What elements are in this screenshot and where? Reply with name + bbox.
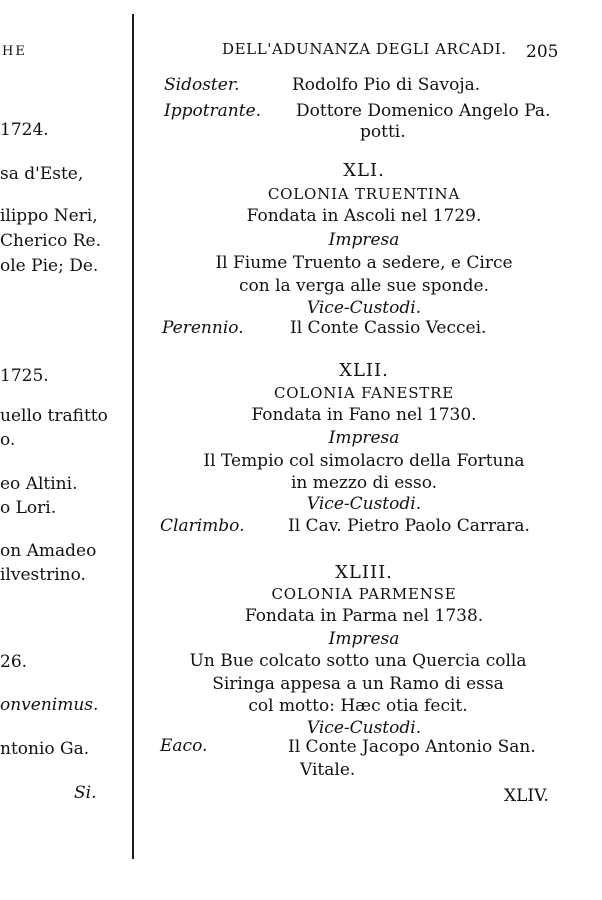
founding-line: Fondata in Fano nel 1730.	[251, 405, 477, 425]
impresa-label: Impresa	[328, 629, 400, 649]
impresa-line: Un Bue colcato sotto una Quercia colla	[189, 651, 527, 671]
vice-custodi-label: Vice-Custodi.	[306, 494, 422, 514]
left-line: on Amadeo	[0, 541, 97, 561]
section-number: XLI.	[343, 160, 385, 181]
founding-line: Fondata in Parma nel 1738.	[244, 606, 484, 626]
impresa-label: Impresa	[328, 230, 400, 250]
member-name: Ippotrante.	[164, 101, 262, 121]
left-line: eo Altini.	[0, 474, 78, 494]
impresa-line: con la verga alle sue sponde.	[238, 276, 490, 296]
impresa-line: Siringa appesa a un Ramo di essa	[212, 674, 504, 694]
left-line: onvenimus.	[0, 695, 99, 715]
left-running-head: HE	[2, 44, 27, 59]
colony-name: COLONIA TRUENTINA	[267, 185, 461, 203]
running-head: DELL'ADUNANZA DEGLI ARCADI.	[222, 40, 507, 58]
member-text: Rodolfo Pio di Savoja.	[292, 75, 481, 95]
impresa-line: col motto: Hæc otia fecit.	[248, 696, 468, 716]
custodian: Il Conte Cassio Veccei.	[290, 318, 487, 338]
custodian: Il Cav. Pietro Paolo Carrara.	[288, 516, 530, 536]
member-text: potti.	[360, 122, 406, 142]
left-catchword: Si.	[74, 783, 97, 803]
left-line: 1724.	[0, 120, 49, 140]
colony-name: COLONIA PARMENSE	[271, 585, 457, 603]
catchword: XLIV.	[504, 786, 549, 806]
section-number: XLII.	[339, 360, 389, 381]
custodian-name: Clarimbo.	[160, 516, 245, 536]
left-line: o.	[0, 430, 16, 450]
vice-custodi-label: Vice-Custodi.	[306, 718, 422, 738]
custodian-name: Eaco.	[160, 736, 208, 756]
member-text: Dottore Domenico Angelo Pa.	[296, 101, 551, 121]
vice-custodi-label: Vice-Custodi.	[306, 298, 422, 318]
custodian-name: Perennio.	[162, 318, 244, 338]
left-line: Cherico Re.	[0, 231, 102, 251]
colony-name: COLONIA FANESTRE	[273, 384, 455, 402]
custodian: Vitale.	[300, 760, 356, 780]
custodian: Il Conte Jacopo Antonio San.	[288, 737, 536, 757]
left-page	[0, 0, 128, 900]
founding-line: Fondata in Ascoli nel 1729.	[246, 206, 482, 226]
impresa-label: Impresa	[328, 428, 400, 448]
left-line: ntonio Ga.	[0, 739, 90, 759]
impresa-line: Il Tempio col simolacro della Fortuna	[203, 451, 525, 471]
member-name: Sidoster.	[164, 75, 240, 95]
section-number: XLIII.	[335, 562, 393, 583]
impresa-line: in mezzo di esso.	[290, 473, 438, 493]
left-line: uello trafitto	[0, 406, 108, 426]
left-line: o Lori.	[0, 498, 57, 518]
impresa-line: Il Fiume Truento a sedere, e Circe	[215, 253, 513, 273]
left-line: ilvestrino.	[0, 565, 86, 585]
left-line: 1725.	[0, 366, 49, 386]
page-number: 205	[526, 42, 559, 62]
left-line: ole Pie; De.	[0, 256, 99, 276]
left-line: 26.	[0, 652, 28, 672]
left-line: sa d'Este,	[0, 164, 84, 184]
left-line: ilippo Neri,	[0, 206, 98, 226]
page-gutter	[132, 14, 134, 859]
